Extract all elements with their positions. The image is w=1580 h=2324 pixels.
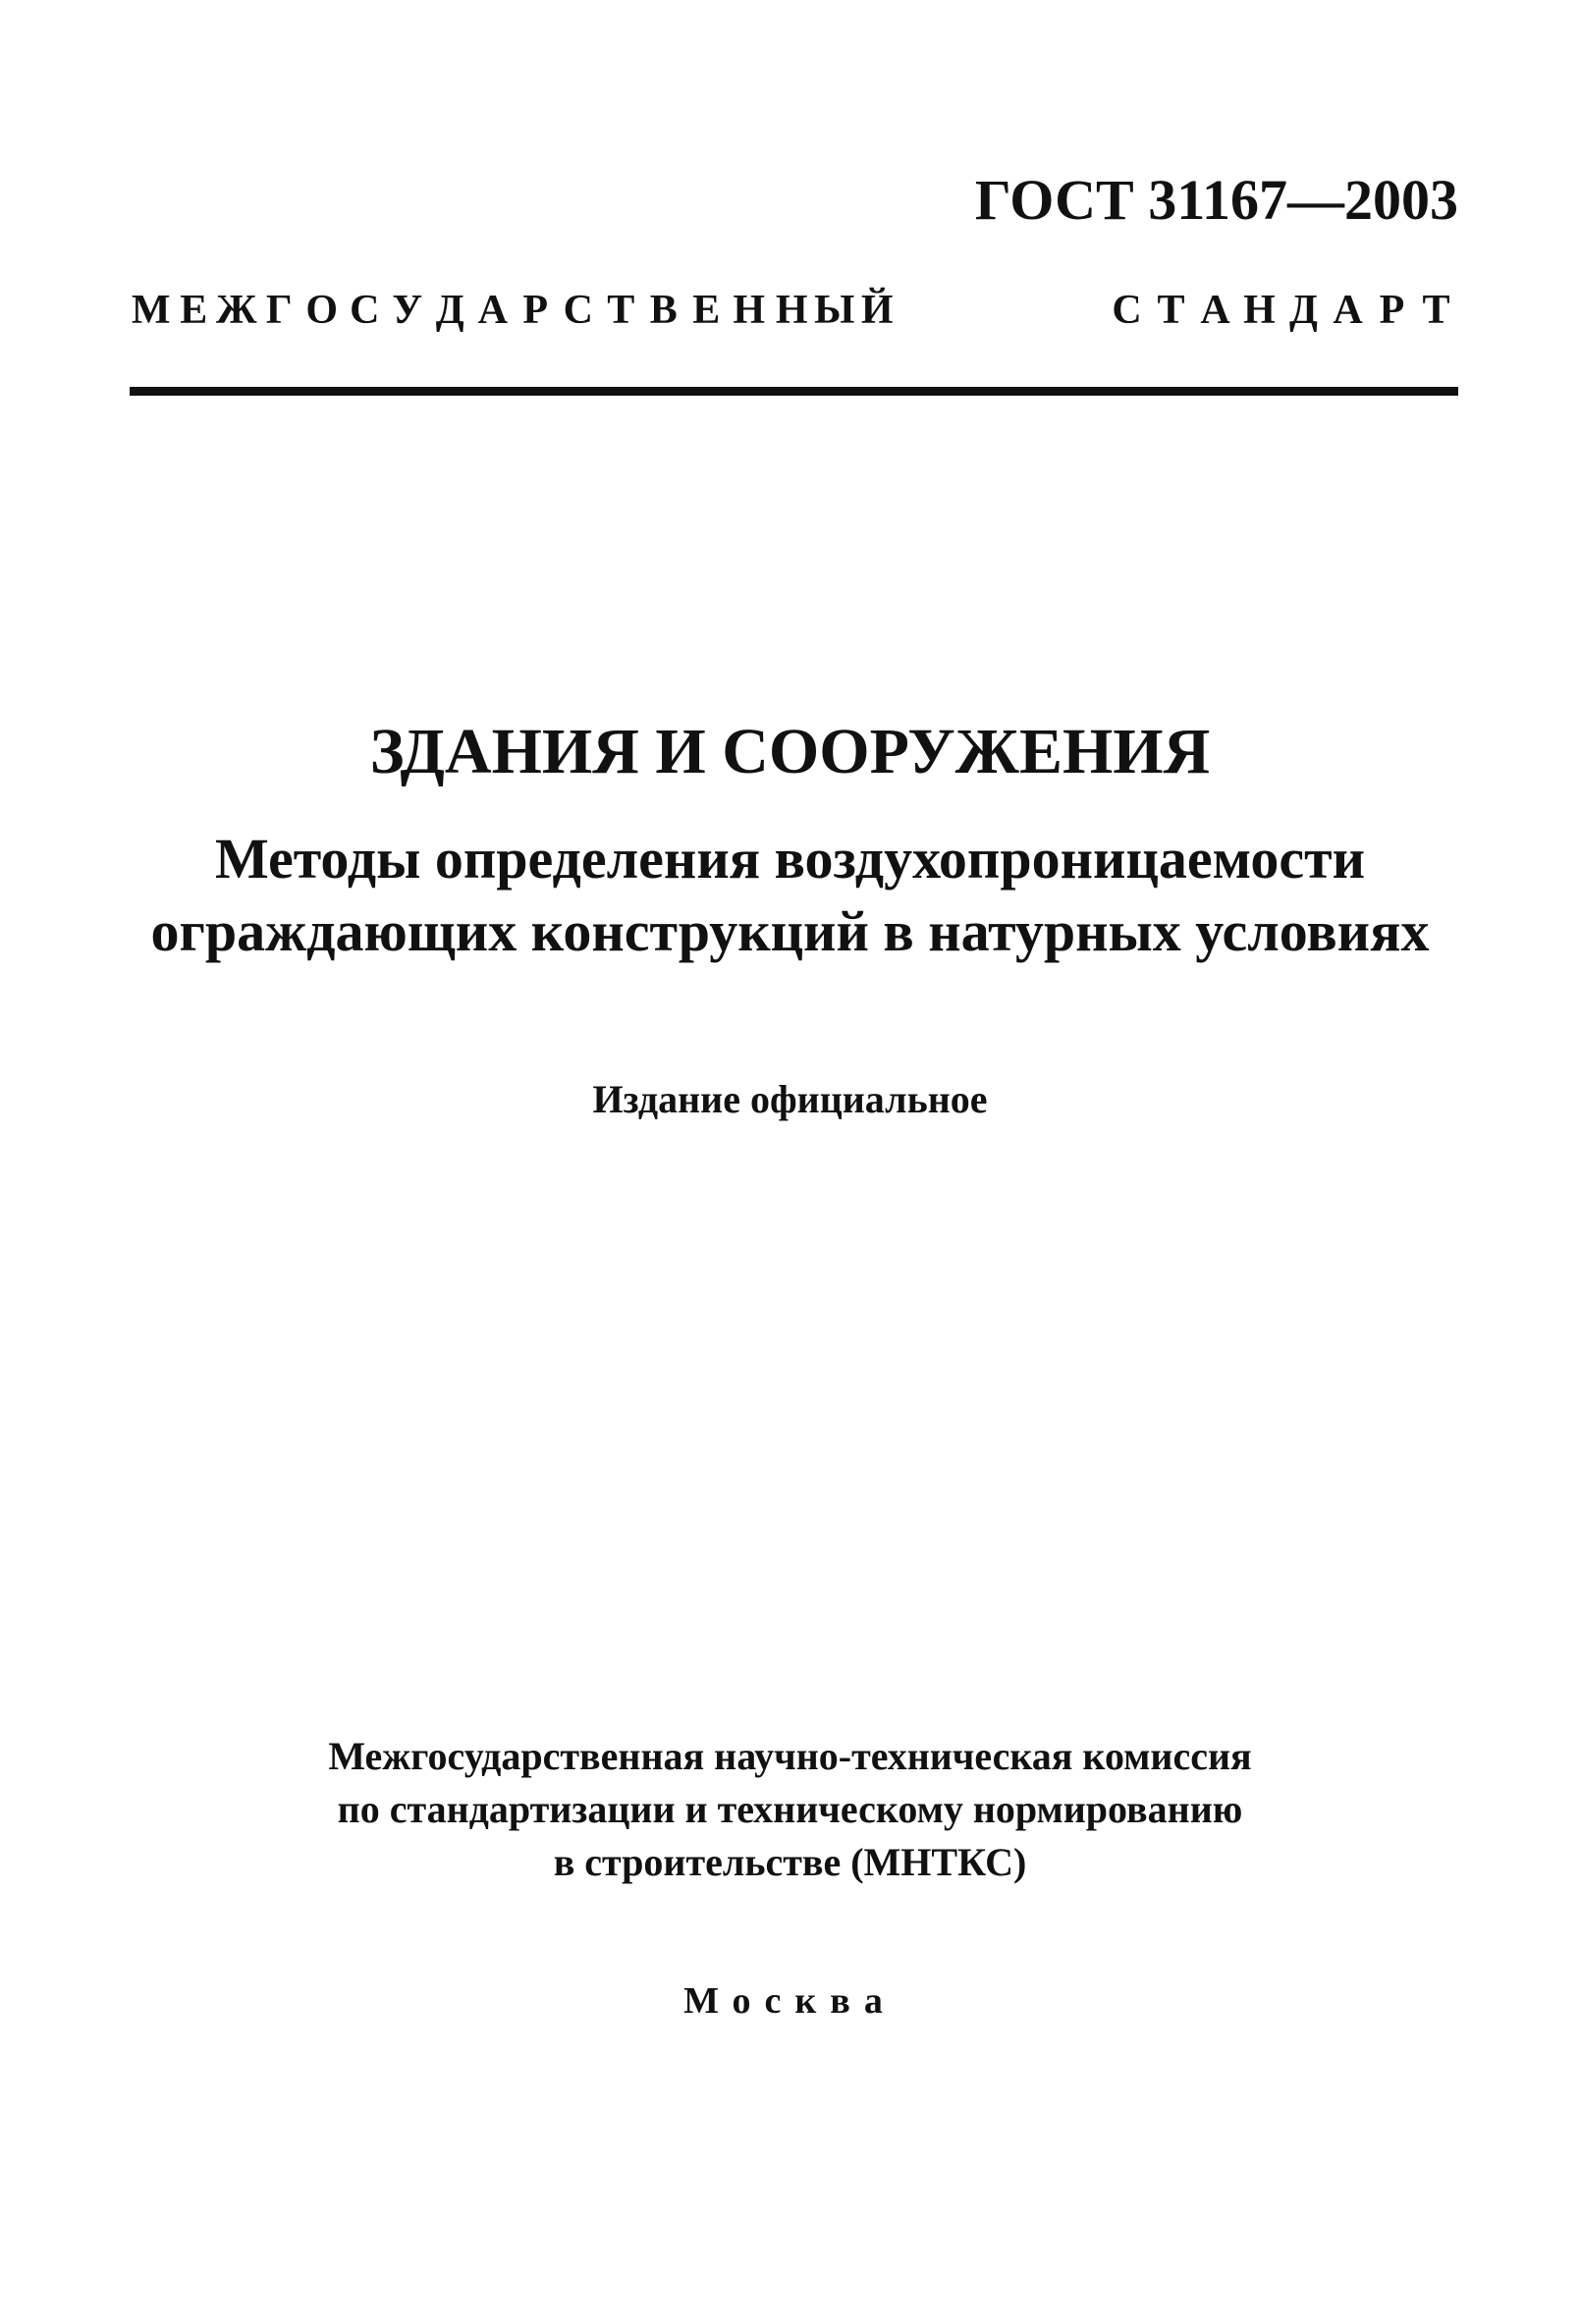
subtitle-line-1: Методы определения воздухопроницаемости	[214, 827, 1366, 891]
spaced-letter: Н	[733, 288, 766, 333]
publisher-block	[0, 1730, 1580, 1889]
subtitle-line-2: ограждающих конструкций в натурных условиях	[150, 899, 1430, 963]
spaced-letter: Е	[692, 288, 721, 333]
spaced-letter: А	[477, 288, 508, 333]
publication-city: Москва	[683, 1980, 897, 2022]
spaced-letter: О	[305, 288, 339, 333]
document-title: ЗДАНИЯ И СООРУЖЕНИЯ	[369, 716, 1211, 787]
spaced-letter: Ж	[215, 288, 257, 333]
spaced-letter: Н	[775, 288, 808, 333]
publisher-line-1: Межгосударственная научно-техническая комиссия	[328, 1734, 1252, 1778]
spaced-letter: Т	[1157, 288, 1185, 333]
spaced-letter: Р	[1379, 288, 1405, 333]
spaced-letter: С	[350, 288, 380, 333]
spaced-letter: С	[563, 288, 593, 333]
document-subtitle	[0, 823, 1580, 968]
edition-label: Издание официальное	[592, 1077, 988, 1121]
standard-type-word2	[1105, 287, 1458, 334]
spaced-letter: Е	[180, 288, 208, 333]
header-divider	[130, 387, 1458, 396]
spaced-letter: Д	[1289, 288, 1318, 333]
publisher-line-2: по стандартизации и техническому нормированию	[337, 1787, 1243, 1831]
spaced-letter: А	[1200, 288, 1230, 333]
publisher-line-3: в строительстве (МНТКС)	[553, 1840, 1027, 1884]
spaced-letter: А	[1333, 288, 1363, 333]
spaced-letter: Р	[522, 288, 549, 333]
spaced-letter: С	[1112, 288, 1142, 333]
standard-number: ГОСТ 31167—2003	[974, 168, 1458, 232]
standard-type	[130, 287, 1458, 334]
spaced-letter: М	[131, 288, 171, 333]
spaced-letter: У	[392, 288, 423, 333]
spaced-letter: Ы	[814, 288, 855, 333]
spaced-letter: Д	[435, 288, 464, 333]
spaced-letter: В	[649, 288, 678, 333]
spaced-letter: Й	[860, 288, 894, 333]
spaced-letter: Н	[1243, 288, 1276, 333]
spaced-letter: Т	[607, 288, 635, 333]
spaced-letter: Т	[1422, 288, 1450, 333]
spaced-letter: Г	[265, 288, 293, 333]
standard-type-word1	[130, 287, 899, 334]
